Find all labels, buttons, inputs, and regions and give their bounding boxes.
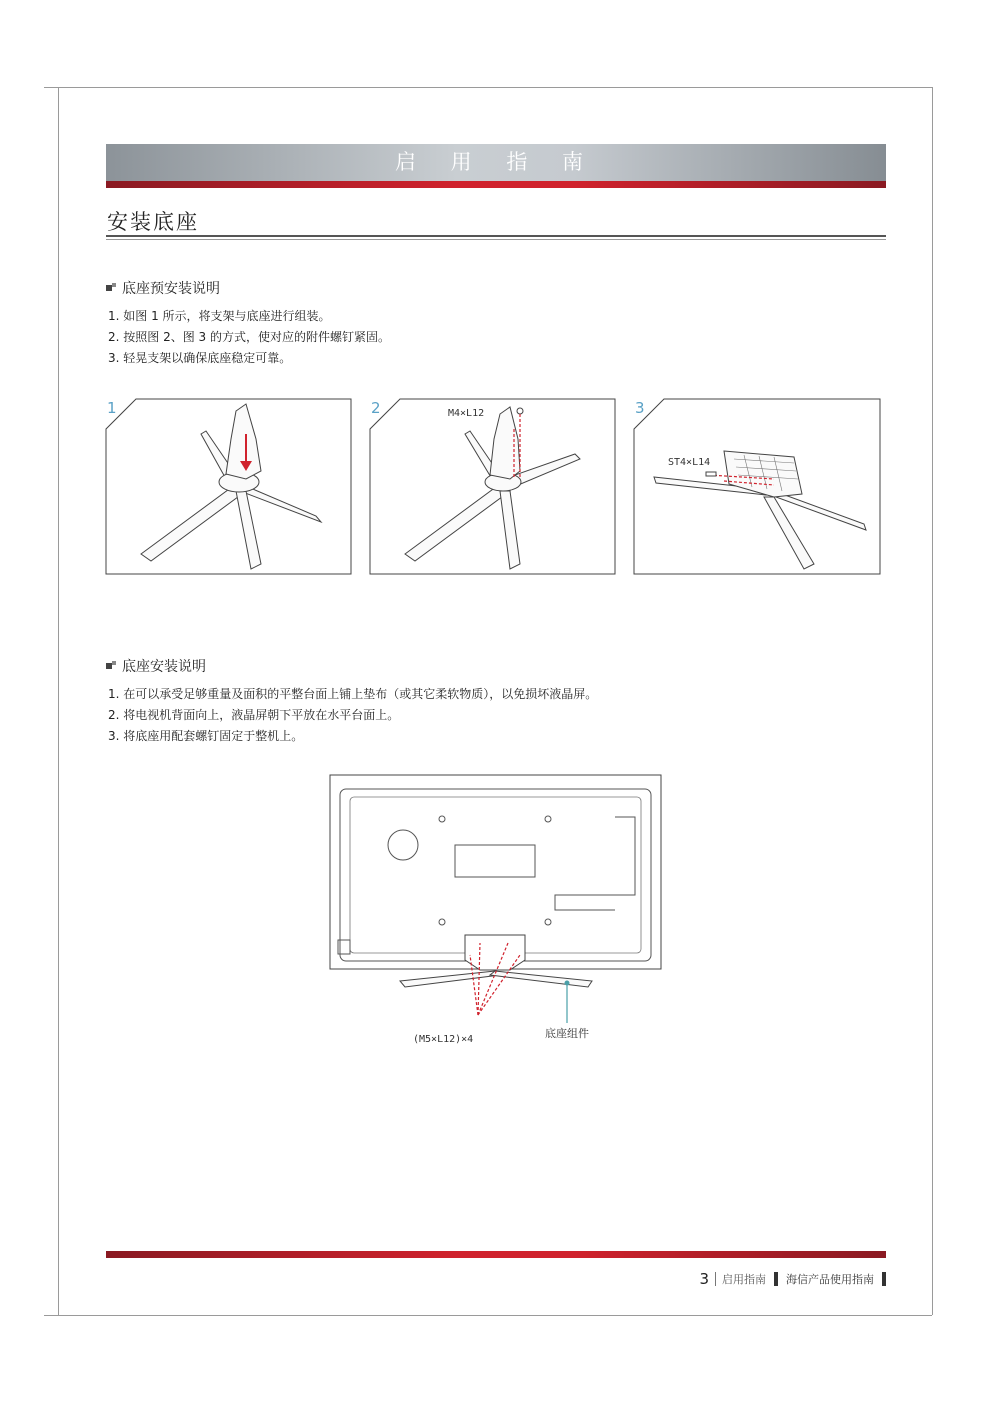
figure-2-stand-screw (370, 399, 616, 575)
pre-install-step: 1. 如图 1 所示，将支架与底座进行组装。 (108, 309, 331, 323)
footer-end-marker (882, 1272, 886, 1286)
pre-install-step: 3. 轻晃支架以确保底座稳定可靠。 (108, 351, 292, 365)
install-step: 3. 将底座用配套螺钉固定于整机上。 (108, 729, 304, 743)
figure-3-stand-screw (634, 399, 881, 575)
install-step: 2. 将电视机背面向上，液晶屏朝下平放在水平台面上。 (108, 708, 400, 722)
footer-thin-separator (715, 1272, 716, 1286)
chapter-banner: 启 用 指 南 (106, 144, 886, 181)
install-steps (108, 684, 597, 747)
footer-red-bar (106, 1251, 886, 1258)
section-rule-thick (106, 235, 886, 237)
pre-install-heading (106, 278, 220, 298)
figure-number-1: 1 (107, 399, 117, 417)
install-heading-text: 底座安装说明 (122, 659, 206, 675)
section-rule-thin (106, 239, 886, 240)
pre-install-heading-text: 底座预安装说明 (122, 281, 220, 297)
footer-section: 启用指南 (722, 1273, 766, 1286)
banner-red-bar (106, 181, 886, 188)
figure-number-2: 2 (371, 399, 381, 417)
square-bullet-icon (106, 661, 117, 672)
page-number: 3 (699, 1270, 709, 1288)
footer-thick-separator (774, 1272, 778, 1286)
figure-3-screw-label: ST4×L14 (668, 457, 711, 468)
frame-top-line (44, 87, 932, 88)
pre-install-steps (108, 306, 390, 369)
pre-install-step: 2. 按照图 2、图 3 的方式，使对应的附件螺钉紧固。 (108, 330, 390, 344)
frame-right-line (932, 87, 933, 1315)
tv-stand-label: 底座组件 (545, 1027, 589, 1040)
square-bullet-icon (106, 283, 117, 294)
footer-book-title: 海信产品使用指南 (786, 1273, 874, 1286)
figure-2-screw-label: M4×L12 (448, 408, 485, 419)
install-heading (106, 656, 206, 676)
frame-left-line (58, 87, 59, 1315)
page-footer (699, 1270, 886, 1288)
section-title: 安装底座 (107, 210, 199, 234)
tv-screw-label: (M5×L12)×4 (413, 1034, 474, 1045)
install-step: 1. 在可以承受足够重量及面积的平整台面上铺上垫布（或其它柔软物质），以免损坏液晶屏。 (108, 687, 598, 701)
tv-back-diagram (330, 775, 662, 1075)
frame-bottom-line (44, 1315, 932, 1316)
figure-1-stand-assembly (106, 399, 352, 575)
figure-number-3: 3 (635, 399, 645, 417)
